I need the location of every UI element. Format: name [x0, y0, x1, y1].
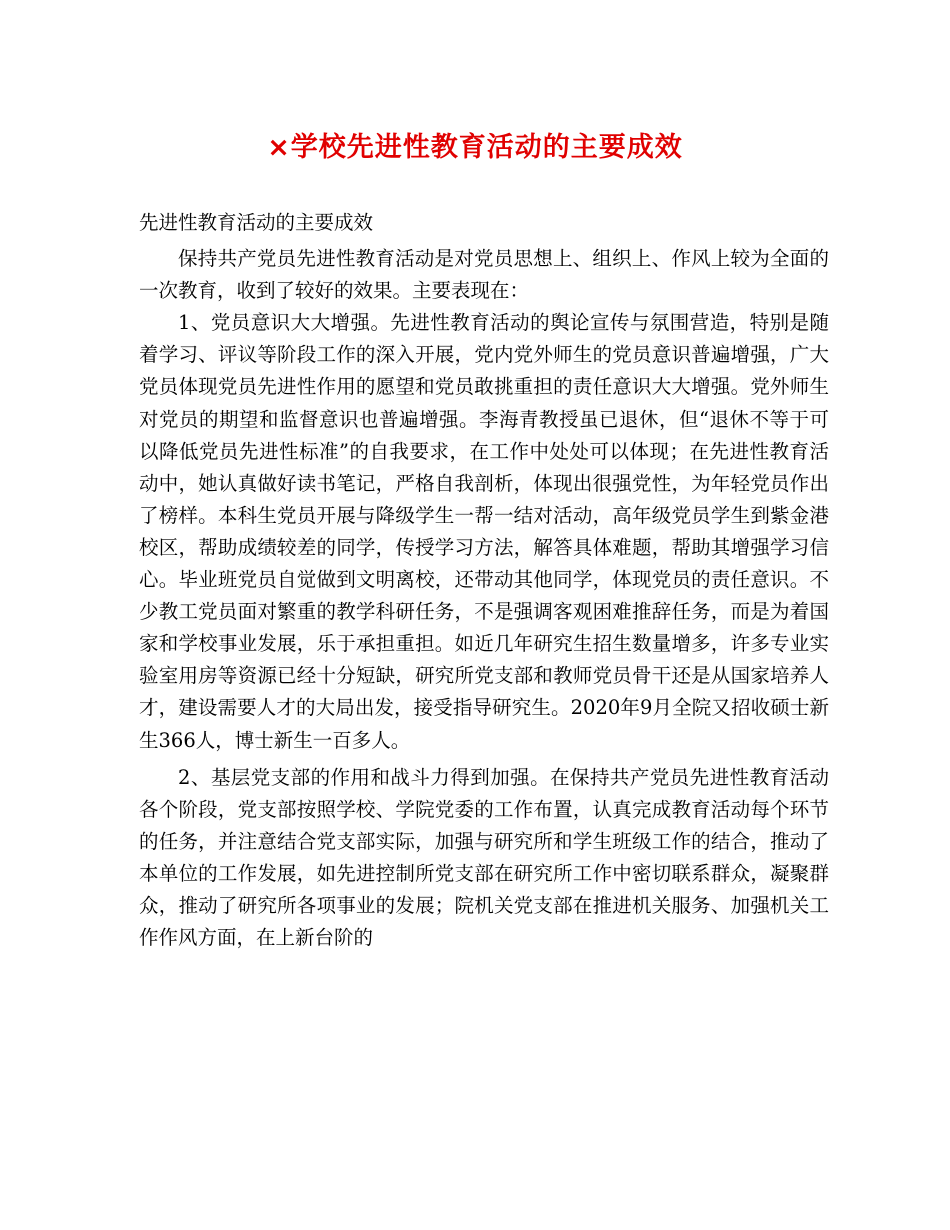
paragraph-intro: 保持共产党员先进性教育活动是对党员思想上、组织上、作风上较为全面的一次教育，收到了较好的效果。主要表现在： — [139, 247, 829, 303]
document-body — [139, 207, 829, 954]
document-title: ×学校先进性教育活动的主要成效 — [267, 132, 683, 163]
paragraph-branch-role: 2、基层党支部的作用和战斗力得到加强。在保持共产党员先进性教育活动各个阶段，党支部按照学校、学院党委的工作布置，认真完成教育活动每个环节的任务，并注意结合党支部实际，加强与研究所和学生班级工作的结合，推动了本单位的工作发展，如先进控制所党支部在研究所工作中密切联系群众，凝聚群众，推动了研究所各项事业的发展；院机关党支部在推进机关服务、加强机关工作作风方面，在上新台阶的 — [139, 765, 829, 950]
document-subtitle: 先进性教育活动的主要成效 — [139, 211, 374, 234]
paragraph-party-awareness: 1、党员意识大大增强。先进性教育活动的舆论宣传与氛围营造，特别是随着学习、评议等阶段工作的深入开展，党内党外师生的党员意识普遍增强，广大党员体现党员先进性作用的愿望和党员敢挑重担的责任意识大大增强。党外师生对党员的期望和监督意识也普遍增强。李海青教授虽已退休，但“退休不等于可以降低党员先进性标准”的自我要求，在工作中处处可以体现；在先进性教育活动中，她认真做好读书笔记，严格自我剖析，体现出很强党性，为年轻党员作出了榜样。本科生党员开展与降级学生一帮一结对活动，高年级党员学生到紫金港校区，帮助成绩较差的同学，传授学习方法，解答具体难题，帮助其增强学习信心。毕业班党员自觉做到文明离校，还带动其他同学，体现党员的责任意识。不少教工党员面对繁重的教学科研任务，不是强调客观困难推辞任务，而是为着国家和学校事业发展，乐于承担重担。如近几年研究生招生数量增多，许多专业实验室用房等资源已经十分短缺，研究所党支部和教师党员骨干还是从国家培养人才，建设需要人才的大局出发，接受指导研究生。2020年9月全院又招收硕士新生366人，博士新生一百多人。 — [139, 311, 829, 752]
